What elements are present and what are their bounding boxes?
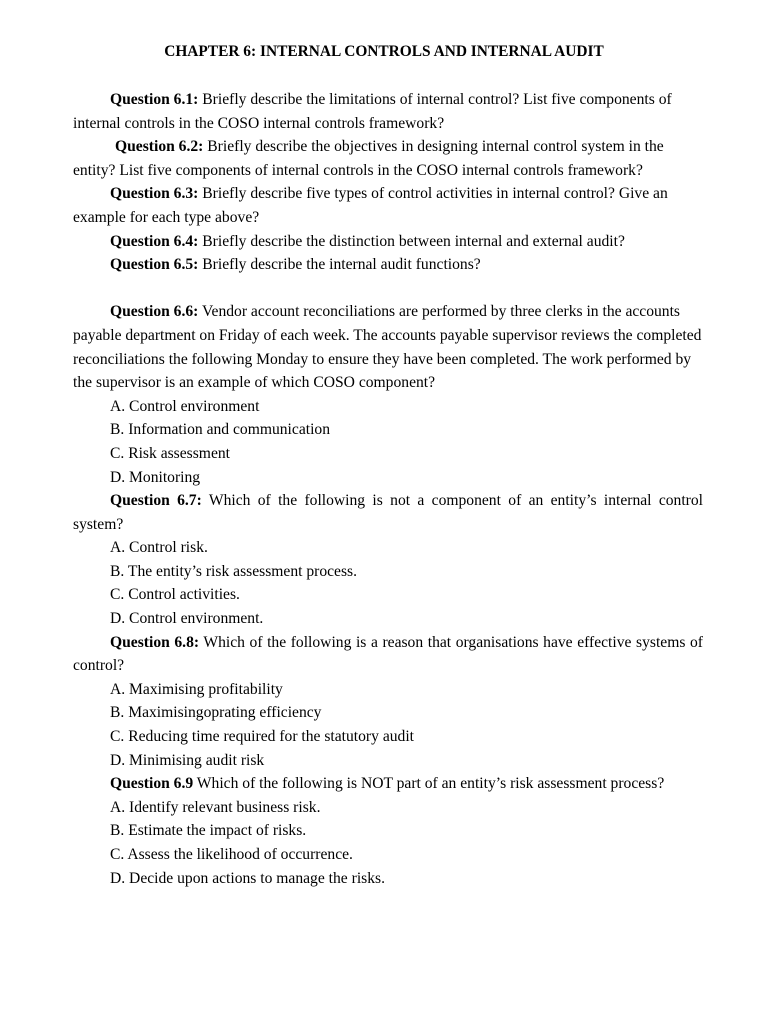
answer-option: A. Control risk. [110,539,208,557]
question-6-8 [73,631,703,678]
question-6-6 [73,300,703,394]
question-text: Vendor account reconciliations are performed by three clerks in the accounts payable department on Friday of each week. The accounts payable supervisor reviews the completed reconciliations the following Monday to ensure they have been completed. The work performed by the supervisor is an example of which COSO component? [73,303,702,392]
paragraph-gap [73,277,703,301]
question-label: Question 6.8: [110,633,200,651]
question-text: Which of the following is not a component of an entity’s internal control system? [73,492,703,533]
answer-option: B. The entity’s risk assessment process. [110,562,358,580]
question-text: Briefly describe the distinction between internal and external audit? [198,232,625,250]
question-6-4 [73,230,703,254]
question-text: Briefly describe the limitations of internal control? List five components of internal controls in the COSO internal controls framework? [73,91,672,132]
answer-option: A. Identify relevant business risk. [110,798,321,816]
question-label: Question 6.3: [110,185,199,203]
answer-option: C. Control activities. [110,586,240,604]
answer-option: A. Maximising profitability [110,680,283,698]
answer-option: B. Information and communication [110,421,330,439]
question-label: Question 6.7: [110,492,202,510]
answer-option: D. Minimising audit risk [110,751,265,769]
chapter-title: CHAPTER 6: INTERNAL CONTROLS AND INTERNAL AUDIT [164,43,604,60]
answer-option: C. Reducing time required for the statutory audit [110,728,415,746]
question-text: Which of the following is NOT part of an entity’s risk assessment process? [193,775,665,793]
answer-option: B. Maximisingoprating efficiency [110,704,322,722]
answer-option: A. Control environment [110,397,260,415]
answer-option: C. Risk assessment [110,444,230,462]
question-text: Briefly describe the objectives in designing internal control system in the entity? List five components of internal controls in the COSO internal controls framework? [73,138,664,179]
question-6-2 [73,135,703,182]
question-list [73,88,703,890]
question-label: Question 6.5: [110,256,199,274]
question-6-7 [73,489,703,536]
question-label: Question 6.9 [110,775,194,793]
question-label: Question 6.1: [110,91,199,108]
question-6-5 [73,253,703,277]
question-text: Briefly describe the internal audit functions? [198,256,481,274]
question-label: Question 6.2: [115,138,204,156]
answer-option: D. Decide upon actions to manage the risks. [110,869,385,887]
question-text: Briefly describe five types of control activities in internal control? Give an example for each type above? [73,185,668,226]
question-6-3 [73,182,703,229]
answer-option: B. Estimate the impact of risks. [110,822,307,840]
answer-option: C. Assess the likelihood of occurrence. [110,846,353,863]
question-label: Question 6.6: [110,303,199,321]
question-text: Which of the following is a reason that organisations have effective systems of control? [73,633,703,675]
question-6-9 [73,772,703,796]
question-6-1 [73,88,703,135]
answer-option: D. Control environment. [110,610,264,628]
question-label: Question 6.4: [110,232,199,250]
answer-option: D. Monitoring [110,468,201,486]
